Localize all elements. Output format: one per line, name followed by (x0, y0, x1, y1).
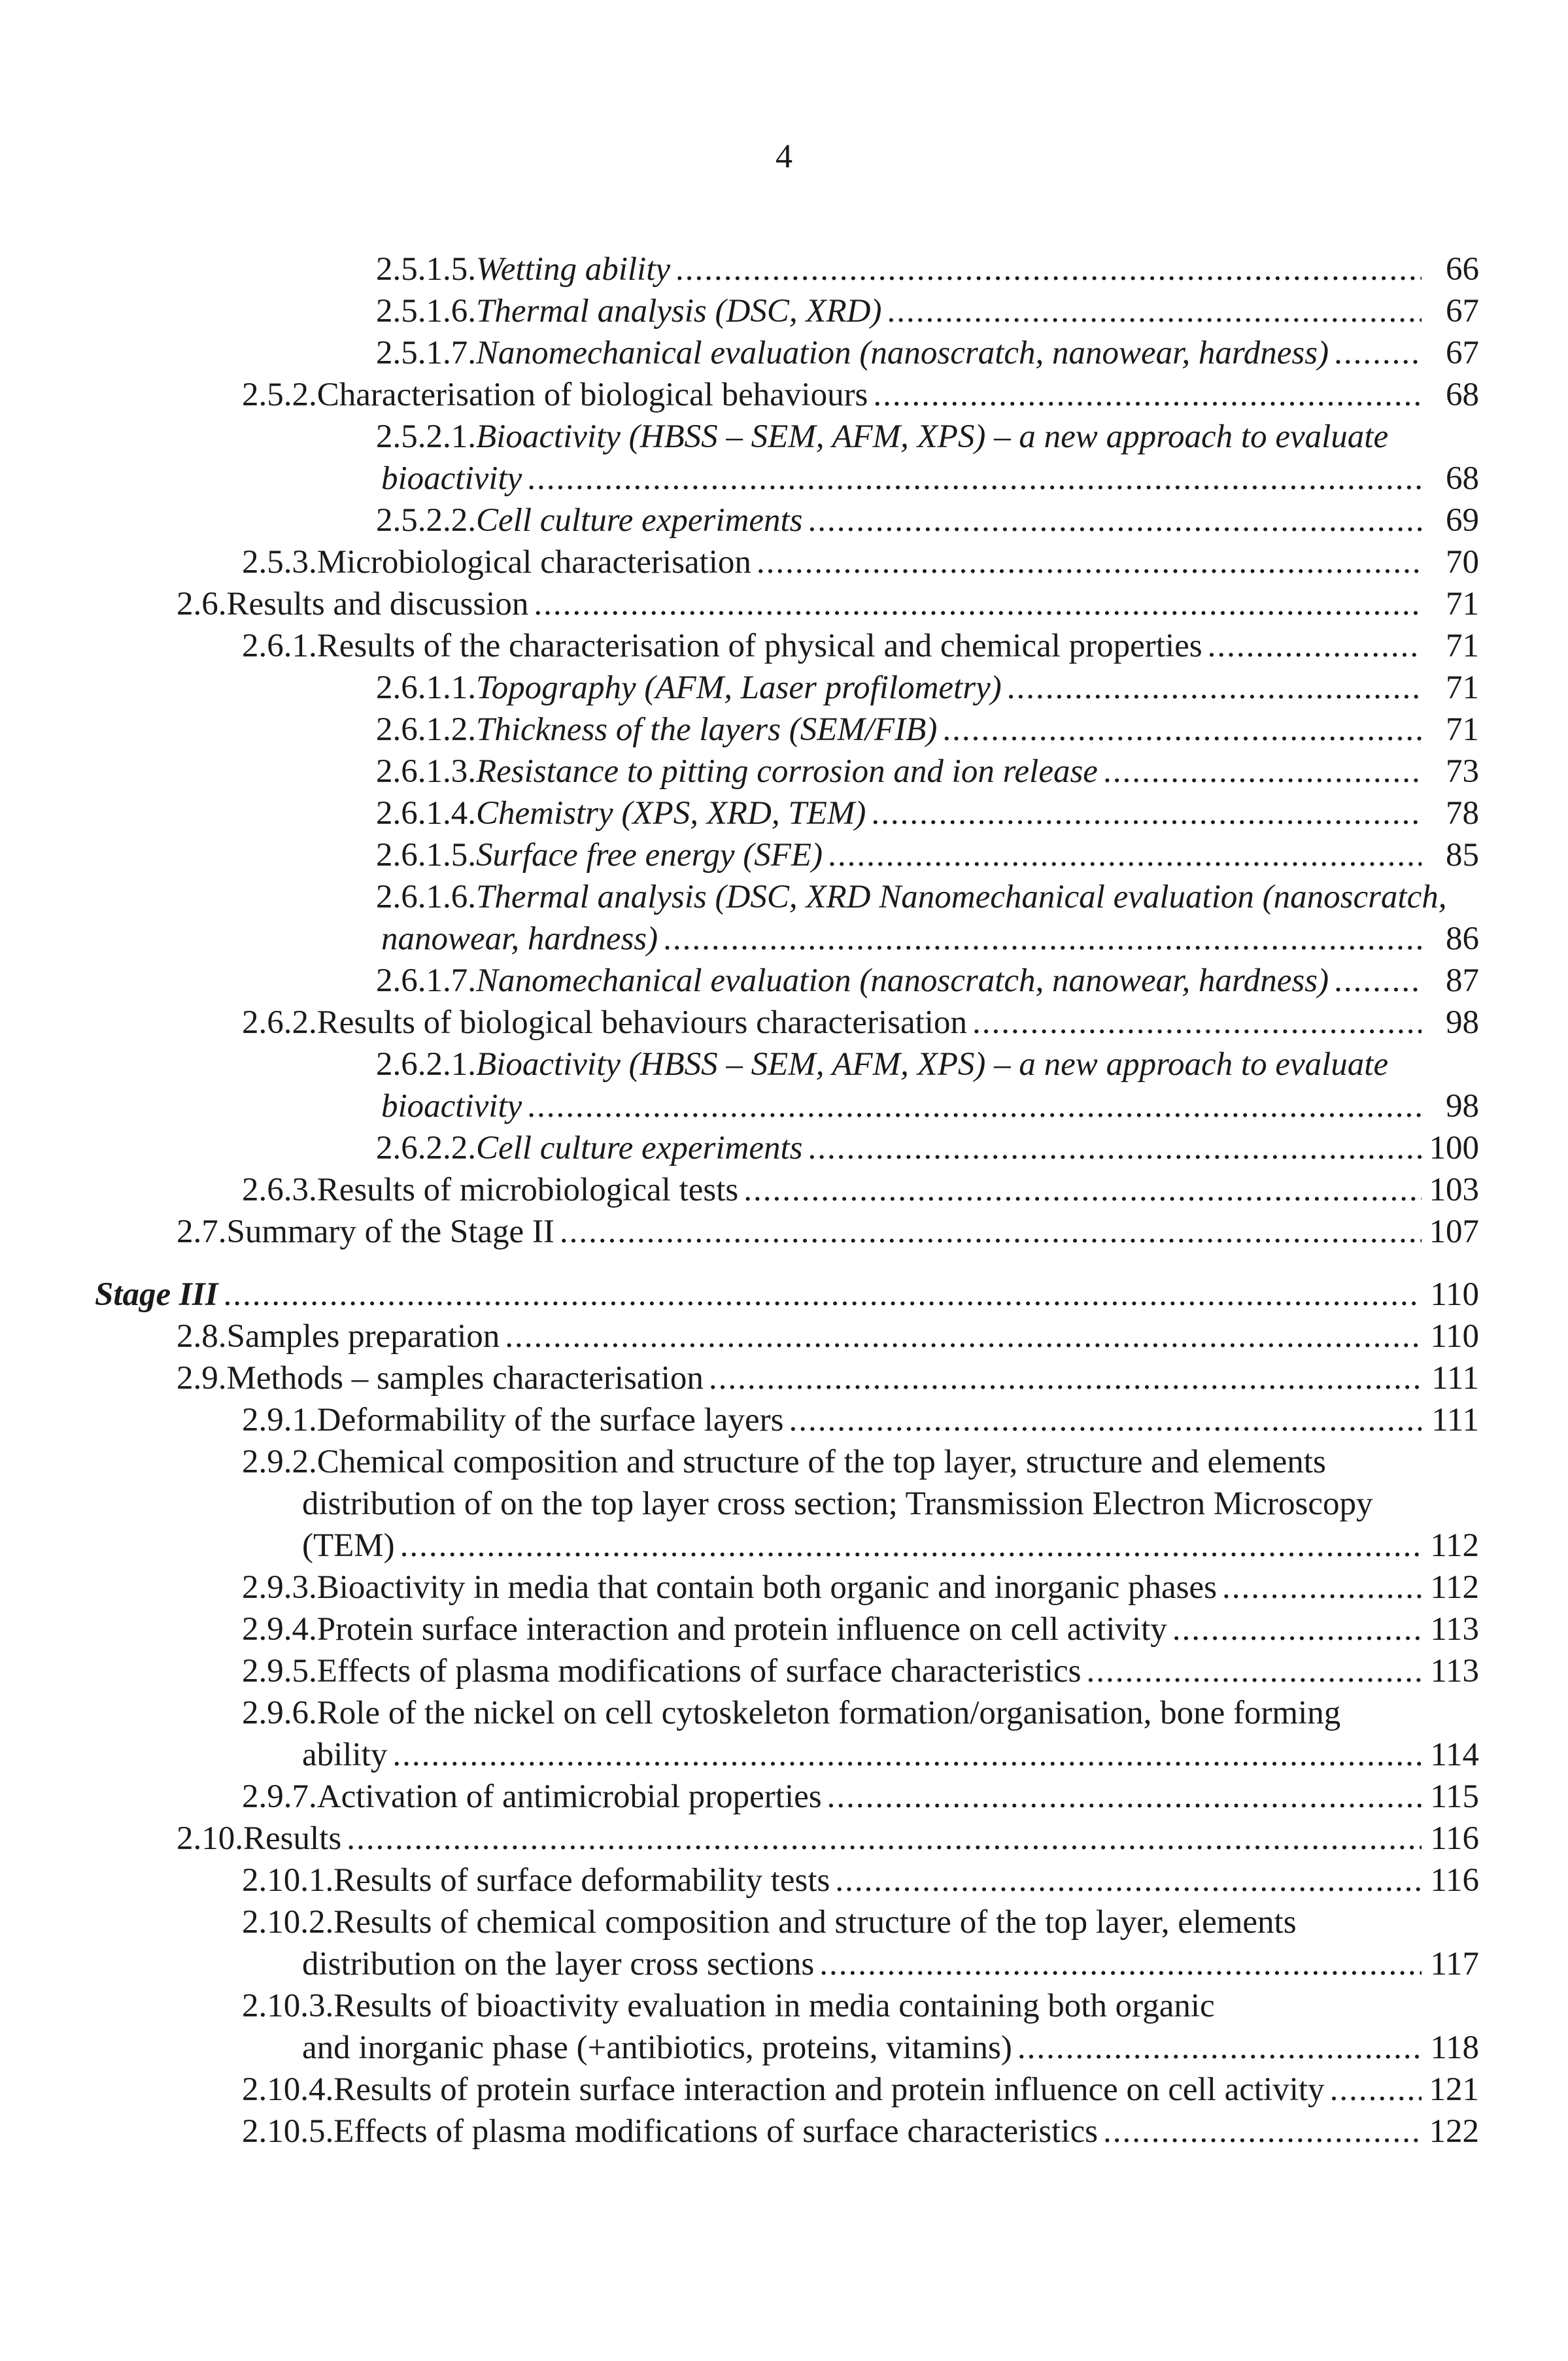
toc-entry-page: 115 (1430, 1778, 1479, 1815)
toc-entry-number: 2.10.2. (242, 1904, 334, 1941)
toc-entry-title: Results of microbiological tests (316, 1172, 739, 1208)
toc-entry-title: Chemical composition and structure of the top layer, structure and elements (316, 1444, 1326, 1480)
toc-entry-number: 2.6.1.4. (376, 795, 476, 832)
toc-entry-title: Effects of plasma modifications of surface characteristics (333, 2113, 1098, 2150)
toc-entry-title: Summary of the Stage II (226, 1214, 554, 1250)
toc-leader-dots (663, 918, 1422, 960)
toc-entry (0, 1901, 1568, 1985)
toc-entry-number: 2.6.1.2. (376, 711, 476, 748)
toc-entry-title: Nanomechanical evaluation (nanoscratch, nanowear, hardness) (476, 335, 1329, 371)
toc-entry-number: 2.7. (177, 1214, 227, 1250)
toc-entry-title: Results of chemical composition and structure of the top layer, elements (333, 1904, 1297, 1941)
toc-entry (0, 876, 1568, 960)
toc-entry-number: 2.9.2. (242, 1444, 317, 1480)
toc-entry-number: 2.5.3. (242, 544, 317, 581)
toc-entry-title: Methods – samples characterisation (226, 1360, 704, 1397)
toc-entry (0, 1608, 1568, 1650)
toc-entry (0, 1044, 1568, 1127)
toc-leader-dots (828, 834, 1422, 876)
toc-entry-page: 117 (1430, 1946, 1479, 1982)
toc-leader-dots (743, 1169, 1422, 1211)
toc-entry (0, 1399, 1568, 1441)
toc-entry-number: 2.6.1.5. (376, 837, 476, 874)
toc-entry-number: 2.9.4. (242, 1611, 317, 1648)
toc-entry-page: 73 (1446, 753, 1479, 790)
toc-entry-number: 2.9. (177, 1360, 227, 1397)
toc-entry-page: 114 (1430, 1737, 1479, 1773)
toc-leader-dots (873, 374, 1422, 416)
toc-entry-number: 2.5.1.5. (376, 251, 476, 288)
toc-entry-title: Deformability of the surface layers (316, 1402, 784, 1438)
toc-leader-dots (527, 1085, 1422, 1127)
toc-entry (0, 2069, 1568, 2111)
toc-leader-dots (1172, 1608, 1422, 1650)
toc-entry-page: 116 (1430, 1862, 1479, 1899)
toc-entry-number: 2.10.5. (242, 2113, 334, 2150)
toc-leader-dots (1103, 751, 1422, 792)
toc-entry-page: 111 (1431, 1402, 1479, 1438)
toc-entry-page: 70 (1446, 544, 1479, 581)
toc-leader-dots (347, 1818, 1422, 1860)
toc-leader-dots (808, 1127, 1422, 1169)
toc-entry-title: Chemistry (XPS, XRD, TEM) (476, 795, 866, 832)
toc-entry-page: 85 (1446, 837, 1479, 874)
toc-entry (0, 960, 1568, 1002)
toc-entry-number: 2.6.1.1. (376, 670, 476, 706)
toc-entry-page: 66 (1446, 251, 1479, 288)
toc-entry-page: 86 (1446, 921, 1479, 957)
toc-entry (0, 541, 1568, 583)
toc-entry-title: Topography (AFM, Laser profilometry) (476, 670, 1002, 706)
toc-entry-title: Results of the characterisation of physical and chemical properties (316, 628, 1202, 664)
toc-entry (0, 416, 1568, 500)
toc-entry-title-continuation: (TEM) (302, 1527, 395, 1564)
toc-entry-title: Results of bioactivity evaluation in media containing both organic (333, 1988, 1215, 2024)
toc-leader-dots (819, 1943, 1422, 1985)
toc-entry-page: 113 (1430, 1611, 1479, 1648)
toc-entry-page: 68 (1446, 460, 1479, 497)
toc-entry-title-continuation: nanowear, hardness) (381, 921, 658, 957)
toc-leader-dots (887, 290, 1422, 332)
toc-entry-number: 2.9.5. (242, 1653, 317, 1690)
toc-entry-number: 2.9.6. (242, 1695, 317, 1731)
toc-entry-title-continuation: bioactivity (381, 1088, 522, 1125)
toc-leader-dots (1007, 667, 1422, 709)
toc-entry-page: 121 (1429, 2071, 1479, 2108)
toc-leader-dots (972, 1002, 1422, 1044)
toc-entry-title: Results and discussion (226, 586, 529, 622)
toc-entry-number: 2.6.2.1. (376, 1046, 476, 1083)
toc-entry-page: 71 (1446, 670, 1479, 706)
toc-entry-number: 2.8. (177, 1318, 227, 1355)
toc-leader-dots (1334, 332, 1422, 374)
toc-entry-page: 98 (1446, 1088, 1479, 1125)
toc-entry-number: 2.6. (177, 586, 227, 622)
toc-entry-page: 112 (1430, 1569, 1479, 1606)
toc-entry-page: 69 (1446, 502, 1479, 539)
toc-entry-number: 2.6.2. (242, 1004, 317, 1041)
toc-entry-page: 78 (1446, 795, 1479, 832)
toc-entry (0, 625, 1568, 667)
toc-leader-dots (223, 1274, 1422, 1316)
toc-entry-number: 2.10.1. (242, 1862, 334, 1899)
toc-entry-number: 2.6.1. (242, 628, 317, 664)
toc-entry-title: Surface free energy (SFE) (476, 837, 823, 874)
toc-entry-title-continuation: and inorganic phase (+antibiotics, proteins, vitamins) (302, 2030, 1012, 2066)
toc-entry-number: 2.6.1.3. (376, 753, 476, 790)
page-number: 4 (775, 138, 793, 175)
toc-entry (0, 1692, 1568, 1776)
toc-entry-title: Wetting ability (476, 251, 671, 288)
toc-entry-number: 2.5.2.1. (376, 418, 476, 455)
toc-entry-page: 98 (1446, 1004, 1479, 1041)
toc-leader-dots (835, 1860, 1422, 1901)
toc-entry-page: 110 (1430, 1318, 1479, 1355)
toc-entry-title: Thermal analysis (DSC, XRD Nanomechanical evaluation (nanoscratch, (476, 879, 1447, 915)
toc-entry (0, 1357, 1568, 1399)
toc-entry-title: Thermal analysis (DSC, XRD) (476, 293, 882, 330)
toc-entry-title-continuation: bioactivity (381, 460, 522, 497)
toc-entry-title: Bioactivity (HBSS – SEM, AFM, XPS) – a new approach to evaluate (476, 1046, 1389, 1083)
toc-leader-dots (675, 248, 1422, 290)
toc-entry (0, 1985, 1568, 2069)
toc-entry-title: Microbiological characterisation (316, 544, 751, 581)
toc-leader-dots (827, 1776, 1422, 1818)
toc-entry-page: 87 (1446, 962, 1479, 999)
toc-entry-number: 2.6.2.2. (376, 1130, 476, 1166)
toc-entry-number: 2.10. (177, 1820, 243, 1857)
toc-leader-dots (789, 1399, 1422, 1441)
toc-entry-title: Cell culture experiments (476, 502, 803, 539)
toc-entry (0, 1127, 1568, 1169)
toc-entry (0, 1441, 1568, 1567)
toc-entry-number: Stage III (95, 1276, 218, 1313)
toc-leader-dots (392, 1734, 1422, 1776)
toc-leader-dots (709, 1357, 1422, 1399)
toc-entry-title: Role of the nickel on cell cytoskeleton formation/organisation, bone forming (316, 1695, 1341, 1731)
toc-leader-dots (808, 500, 1422, 541)
toc-entry-title: Results of surface deformability tests (333, 1862, 830, 1899)
toc-entry-title: Protein surface interaction and protein influence on cell activity (316, 1611, 1167, 1648)
toc-leader-dots (1103, 2111, 1422, 2152)
toc-entry-page: 100 (1429, 1130, 1479, 1166)
toc-leader-dots (1330, 2069, 1422, 2111)
toc-leader-dots (527, 458, 1422, 500)
toc-entry-page: 118 (1430, 2030, 1479, 2066)
toc-entry-page: 107 (1429, 1214, 1479, 1250)
toc-entry (0, 1860, 1568, 1901)
toc-entry (0, 583, 1568, 625)
toc-entry-title: Samples preparation (226, 1318, 500, 1355)
toc-entry-page: 68 (1446, 377, 1479, 413)
toc-entry-title: Activation of antimicrobial properties (316, 1778, 822, 1815)
toc-entry-title: Results of protein surface interaction and protein influence on cell activity (333, 2071, 1325, 2108)
toc-leader-dots (560, 1211, 1422, 1253)
toc-entry-title: Bioactivity in media that contain both organic and inorganic phases (316, 1569, 1217, 1606)
toc-entry-number: 2.5.2.2. (376, 502, 476, 539)
toc-leader-dots (1222, 1567, 1422, 1608)
toc-entry (0, 2111, 1568, 2152)
toc-leader-dots (1208, 625, 1422, 667)
toc-entry-number: 2.6.3. (242, 1172, 317, 1208)
toc-entry (0, 1567, 1568, 1608)
toc-entry-number: 2.10.3. (242, 1988, 334, 2024)
toc-leader-dots (1087, 1650, 1422, 1692)
toc-entry-title-continuation: distribution of on the top layer cross section; Transmission Electron Microscopy (302, 1486, 1373, 1522)
toc-entry (0, 1211, 1568, 1253)
toc-entry-page: 112 (1430, 1527, 1479, 1564)
toc-entry (0, 667, 1568, 709)
toc-entry-page: 111 (1431, 1360, 1479, 1397)
toc-entry-page: 71 (1446, 711, 1479, 748)
toc-leader-dots (400, 1525, 1422, 1567)
toc-entry (0, 751, 1568, 792)
toc-entry (0, 1316, 1568, 1357)
toc-entry-number: 2.6.1.7. (376, 962, 476, 999)
toc-entry-title: Effects of plasma modifications of surface characteristics (316, 1653, 1082, 1690)
toc-entry (0, 709, 1568, 751)
toc-entry-title: Results (243, 1820, 342, 1857)
toc-entry (0, 1002, 1568, 1044)
toc-entry-title: Characterisation of biological behaviours (316, 377, 868, 413)
toc-entry-page: 67 (1446, 335, 1479, 371)
toc-leader-dots (1334, 960, 1422, 1002)
toc-entry (0, 1274, 1568, 1316)
toc-entry-page: 116 (1430, 1820, 1479, 1857)
toc-entry (0, 1650, 1568, 1692)
toc-entry-number: 2.9.7. (242, 1778, 317, 1815)
toc-entry (0, 1776, 1568, 1818)
toc-entry-page: 71 (1446, 586, 1479, 622)
toc-entry-page: 113 (1430, 1653, 1479, 1690)
toc-entry-number: 2.9.1. (242, 1402, 317, 1438)
toc-entry (0, 1818, 1568, 1860)
toc-entry-page: 122 (1429, 2113, 1479, 2150)
toc-entry (0, 500, 1568, 541)
toc-entry-title-continuation: ability (302, 1737, 388, 1773)
toc-leader-dots (505, 1316, 1422, 1357)
toc-leader-dots (534, 583, 1422, 625)
toc-entry-number: 2.5.2. (242, 377, 317, 413)
toc-entry-number: 2.9.3. (242, 1569, 317, 1606)
toc-entry-page: 71 (1446, 628, 1479, 664)
toc-entry (0, 374, 1568, 416)
toc-leader-dots (757, 541, 1422, 583)
toc-entry (0, 792, 1568, 834)
toc-entry-title: Nanomechanical evaluation (nanoscratch, nanowear, hardness) (476, 962, 1329, 999)
toc-leader-dots (871, 792, 1422, 834)
table-of-contents (0, 248, 1568, 2152)
toc-entry-number: 2.5.1.6. (376, 293, 476, 330)
toc-entry-title: Resistance to pitting corrosion and ion release (476, 753, 1098, 790)
toc-entry-title: Bioactivity (HBSS – SEM, AFM, XPS) – a new approach to evaluate (476, 418, 1389, 455)
toc-entry-number: 2.5.1.7. (376, 335, 476, 371)
toc-entry-page: 103 (1429, 1172, 1479, 1208)
toc-entry (0, 248, 1568, 290)
toc-entry-number: 2.10.4. (242, 2071, 334, 2108)
toc-entry-page: 110 (1430, 1276, 1479, 1313)
toc-entry (0, 1169, 1568, 1211)
toc-entry (0, 290, 1568, 332)
toc-entry (0, 834, 1568, 876)
toc-entry-number: 2.6.1.6. (376, 879, 476, 915)
toc-entry-title-continuation: distribution on the layer cross sections (302, 1946, 815, 1982)
toc-leader-dots (942, 709, 1422, 751)
toc-entry-page: 67 (1446, 293, 1479, 330)
toc-entry-title: Thickness of the layers (SEM/FIB) (476, 711, 938, 748)
toc-leader-dots (1017, 2027, 1422, 2069)
toc-entry-title: Results of biological behaviours characterisation (316, 1004, 967, 1041)
toc-entry-title: Cell culture experiments (476, 1130, 803, 1166)
toc-entry (0, 332, 1568, 374)
